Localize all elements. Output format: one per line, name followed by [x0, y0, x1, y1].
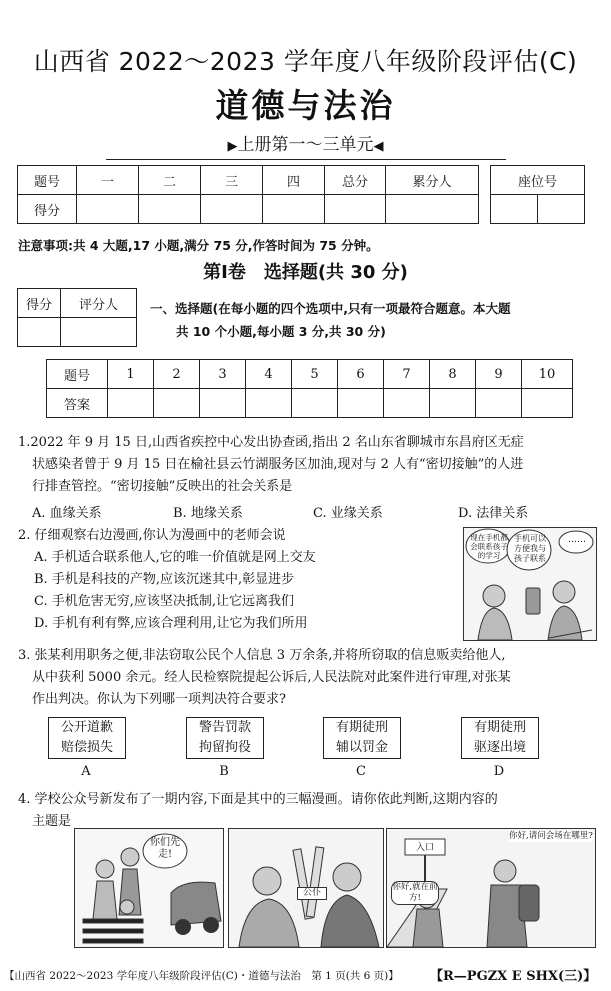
- score-header-cell: 题号: [18, 166, 77, 195]
- scope-text: 上册第一～三单元: [237, 135, 374, 155]
- q1-option-b[interactable]: B. 地缘关系: [173, 506, 243, 521]
- footer-text: 【山西省 2022～2023 学年度八年级阶段评估(C)・道德与法治 第 1 页(共 6 页)】: [4, 970, 399, 982]
- comic-3-sign: 入口: [415, 843, 434, 853]
- q1-option-a[interactable]: A. 血缘关系: [32, 506, 102, 521]
- right-triangle-icon: ▶: [227, 139, 238, 154]
- footer-code: 【R—PGZX E SHX(三)】: [430, 969, 597, 984]
- score-cell[interactable]: [386, 195, 479, 224]
- answer-number: 10: [522, 360, 573, 389]
- q3-box-b[interactable]: [186, 717, 264, 759]
- box-line: 公开道歉: [60, 720, 113, 735]
- seat-table: [490, 165, 585, 224]
- question-line: 1.2022 年 9 月 15 日,山西省疾控中心发出协查函,指出 2 名山东省聊城市东昌府区无症: [18, 435, 524, 450]
- box-line: 拘留拘役: [198, 740, 251, 755]
- q3-label-c: C: [356, 764, 366, 779]
- box-line: 有期徒刑: [473, 720, 526, 735]
- seat-label: 座位号: [491, 166, 585, 195]
- answer-number: 5: [292, 360, 338, 389]
- grader-score-cell[interactable]: [18, 318, 61, 347]
- answer-cell[interactable]: [154, 389, 200, 418]
- q1-option-c[interactable]: C. 业缘关系: [313, 506, 383, 521]
- score-header-cell: 三: [201, 166, 263, 195]
- q3-box-d[interactable]: [461, 717, 539, 759]
- score-cell[interactable]: [77, 195, 139, 224]
- question-line: 3. 张某利用职务之便,非法窃取公民个人信息 3 万余条,并将所窃取的信息贩卖给他人,: [18, 648, 506, 663]
- answer-cell[interactable]: [292, 389, 338, 418]
- q2-option-c[interactable]: C. 手机危害无穷,应该坚决抵制,让它远离我们: [34, 594, 295, 609]
- answer-q-label: 题号: [47, 360, 108, 389]
- answer-number: 7: [384, 360, 430, 389]
- box-line: 有期徒刑: [335, 720, 388, 735]
- score-header-cell: 一: [77, 166, 139, 195]
- q3-box-c[interactable]: [323, 717, 401, 759]
- score-header-cell: 四: [263, 166, 325, 195]
- grader-name-label: 评分人: [61, 289, 137, 318]
- box-line: 驱逐出境: [473, 740, 526, 755]
- section-instruction: [150, 297, 595, 343]
- score-cell[interactable]: [325, 195, 386, 224]
- grader-score-label: 得分: [18, 289, 61, 318]
- answer-number: 6: [338, 360, 384, 389]
- question-line: 主题是: [32, 814, 72, 829]
- question-line: 4. 学校公众号新发布了一期内容,下面是其中的三幅漫画。请你依此判断,这期内容的: [18, 792, 498, 807]
- instruction-line: 一、选择题(在每小题的四个选项中,只有一项最符合题意。本大题: [150, 301, 511, 316]
- grader-table: [17, 288, 137, 347]
- score-row-label: 得分: [18, 195, 77, 224]
- score-cell[interactable]: [139, 195, 201, 224]
- q1-option-d[interactable]: D. 法律关系: [458, 506, 529, 521]
- q3-label-d: D: [493, 764, 505, 779]
- q2-bubble-1: 现在手机都会联系孩子的学习: [470, 533, 508, 560]
- answer-number: 3: [200, 360, 246, 389]
- q3-box-a[interactable]: [48, 717, 126, 759]
- question-line: 状感染者曾于 9 月 15 日在榆社县云竹湖服务区加油,现对与 2 人有“密切接触”的人进: [32, 457, 524, 472]
- answer-table: [46, 359, 573, 418]
- answer-cell[interactable]: [200, 389, 246, 418]
- score-table: [17, 165, 479, 224]
- score-cell[interactable]: [201, 195, 263, 224]
- comic-3-bubble-1: 你好,请问会场在哪里?: [509, 831, 593, 841]
- question-4: [18, 789, 608, 833]
- q2-option-a[interactable]: A. 手机适合联系他人,它的唯一价值就是网上交友: [34, 550, 316, 565]
- answer-number: 9: [476, 360, 522, 389]
- answer-cell[interactable]: [108, 389, 154, 418]
- question-line: 行排查管控。“密切接触”反映出的社会关系是: [32, 479, 293, 494]
- q4-comic-3: [386, 828, 596, 948]
- answer-number: 4: [246, 360, 292, 389]
- section-title: 第Ⅰ卷 选择题(共 30 分): [203, 262, 408, 283]
- scope-underline: [106, 159, 506, 160]
- answer-cell[interactable]: [476, 389, 522, 418]
- subject-title: 道德与法治: [215, 86, 396, 125]
- q2-bubble-2: 手机可以方便我与孩子联系: [514, 534, 546, 563]
- q2-bubble-3: ……: [568, 535, 586, 545]
- comic-2-sign: 公仆: [297, 887, 327, 900]
- seat-cell[interactable]: [538, 195, 585, 224]
- grader-name-cell[interactable]: [61, 318, 137, 347]
- score-header-cell: 累分人: [386, 166, 479, 195]
- answer-number: 8: [430, 360, 476, 389]
- question-3: [18, 645, 608, 711]
- q4-comic-1: [74, 828, 224, 948]
- answer-number: 2: [154, 360, 200, 389]
- instruction-line: 共 10 个小题,每小题 3 分,共 30 分): [176, 324, 386, 339]
- score-header-cell: 总分: [325, 166, 386, 195]
- question-line: 作出判决。你认为下列哪一项判决符合要求?: [32, 692, 286, 707]
- answer-a-label: 答案: [47, 389, 108, 418]
- question-2-options: [34, 547, 454, 635]
- score-header-cell: 二: [139, 166, 201, 195]
- answer-cell[interactable]: [522, 389, 573, 418]
- question-line: 从中获利 5000 余元。经人民检察院提起公诉后,人民法院对此案件进行审理,对张某: [32, 670, 511, 685]
- q2-option-b[interactable]: B. 手机是科技的产物,应该沉迷其中,彰显进步: [34, 572, 295, 587]
- q3-label-a: A: [81, 764, 91, 779]
- answer-cell[interactable]: [338, 389, 384, 418]
- comic-3-bubble-2: 你好,就在前方!: [392, 882, 438, 903]
- box-line: 辅以罚金: [335, 740, 388, 755]
- box-line: 警告罚款: [198, 720, 251, 735]
- scope-line: [0, 130, 611, 160]
- left-triangle-icon: ◀: [373, 139, 384, 154]
- notice: 注意事项:共 4 大题,17 小题,满分 75 分,作答时间为 75 分钟。: [18, 238, 379, 253]
- q3-label-b: B: [219, 764, 229, 779]
- score-cell[interactable]: [263, 195, 325, 224]
- question-1: [18, 432, 608, 498]
- comic-1-bubble: 你们先走!: [150, 837, 180, 860]
- q2-option-d[interactable]: D. 手机有利有弊,应该合理利用,让它为我们所用: [34, 616, 308, 631]
- exam-title: 山西省 2022～2023 学年度八年级阶段评估(C): [33, 47, 578, 76]
- answer-cell[interactable]: [246, 389, 292, 418]
- seat-cell[interactable]: [491, 195, 538, 224]
- q2-cartoon: [463, 527, 597, 641]
- q4-comic-2: [228, 828, 384, 948]
- answer-cell[interactable]: [384, 389, 430, 418]
- box-line: 赔偿损失: [60, 740, 113, 755]
- answer-number: 1: [108, 360, 154, 389]
- question-2-stem: 2. 仔细观察右边漫画,你认为漫画中的老师会说: [18, 528, 286, 543]
- answer-cell[interactable]: [430, 389, 476, 418]
